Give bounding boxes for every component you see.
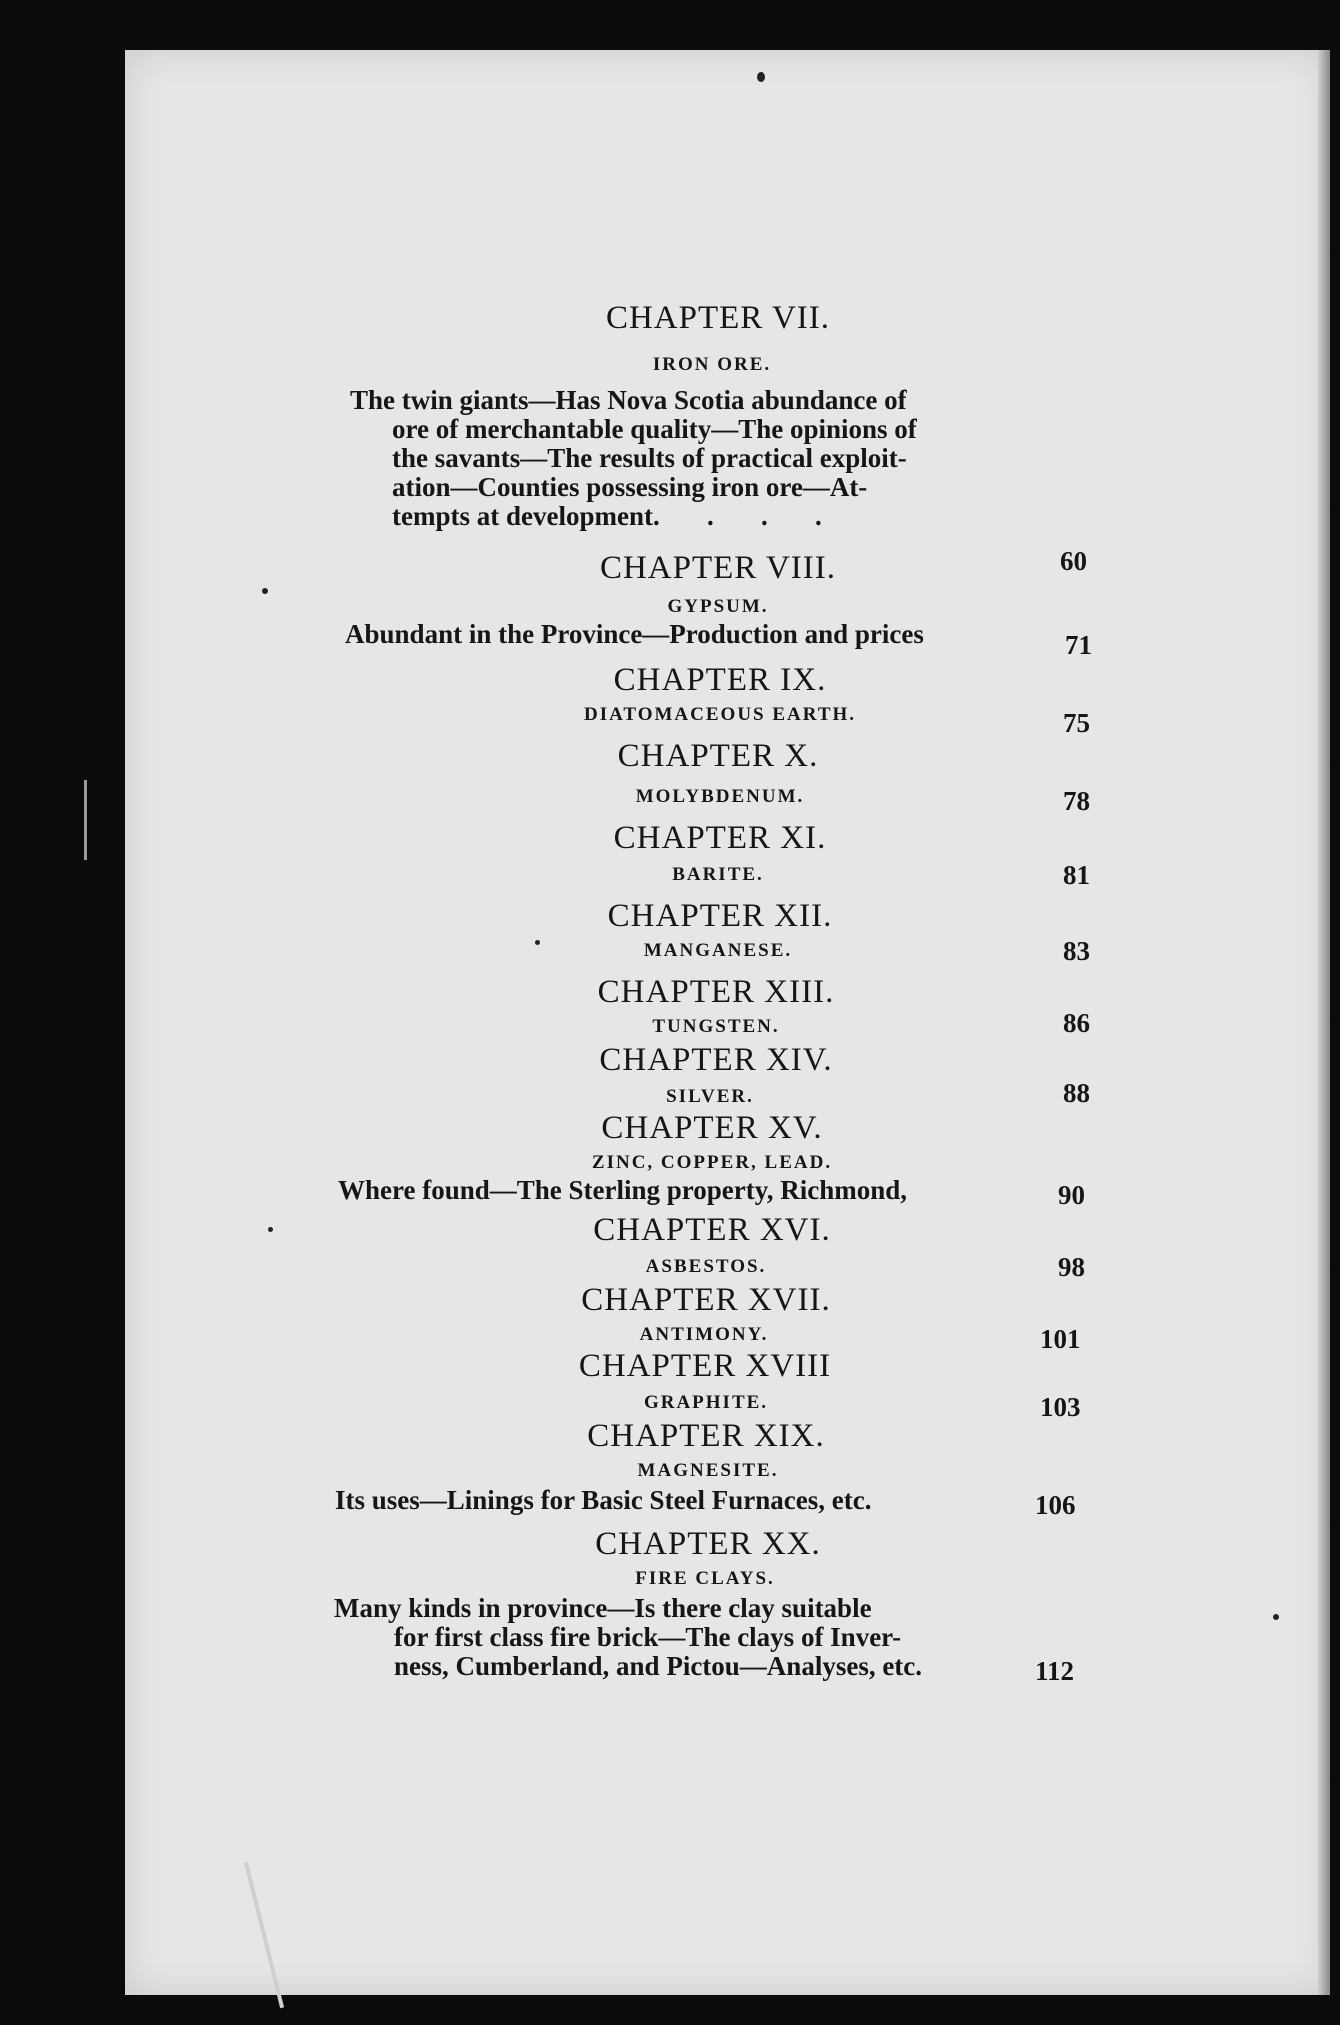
description-line: for first class fire brick—The clays of Inver-	[394, 1622, 902, 1652]
page-number: 81	[1063, 860, 1090, 890]
description-line: the savants—The results of practical exploit-	[392, 443, 907, 473]
chapter-heading: CHAPTER XX.	[595, 1526, 821, 1562]
description-line: ore of merchantable quality—The opinions of	[392, 414, 917, 444]
chapter-heading: CHAPTER XIX.	[587, 1418, 825, 1454]
chapter-heading: CHAPTER X.	[617, 738, 819, 774]
page-number: 78	[1063, 786, 1090, 816]
description-line: ness, Cumberland, and Pictou—Analyses, etc.	[394, 1651, 923, 1681]
chapter-description	[335, 1486, 871, 1515]
page-number: 71	[1065, 630, 1092, 660]
chapter-heading: CHAPTER XIV.	[599, 1042, 833, 1078]
description-line: Many kinds in province—Is there clay suitable	[334, 1593, 872, 1623]
page-number: 83	[1063, 936, 1090, 966]
chapter-subject: ANTIMONY.	[639, 1324, 769, 1345]
page-number: 101	[1040, 1324, 1081, 1354]
chapter-heading: CHAPTER XIII.	[597, 974, 835, 1010]
description-line: Abundant in the Province—Production and prices	[345, 619, 924, 649]
description-line: The twin giants—Has Nova Scotia abundance of	[350, 385, 907, 415]
chapter-description	[334, 1594, 922, 1681]
chapter-subject: GRAPHITE.	[643, 1392, 769, 1413]
chapter-description	[338, 1176, 907, 1205]
chapter-subject: IRON ORE.	[652, 354, 772, 375]
chapter-subject: TUNGSTEN.	[652, 1016, 780, 1037]
chapter-heading: CHAPTER XV.	[601, 1110, 823, 1146]
chapter-subject: MANGANESE.	[643, 940, 793, 961]
chapter-subject: MAGNESITE.	[637, 1460, 779, 1481]
page-number: 75	[1063, 708, 1090, 738]
description-line: Where found—The Sterling property, Richmond,	[338, 1175, 908, 1205]
chapter-heading: CHAPTER VII.	[605, 300, 831, 336]
page-number: 86	[1063, 1008, 1090, 1038]
chapter-subject: ASBESTOS.	[645, 1256, 767, 1277]
chapter-description	[345, 620, 924, 649]
page-number: 112	[1035, 1656, 1075, 1686]
chapter-heading: CHAPTER IX.	[613, 662, 827, 698]
chapter-heading: CHAPTER VIII.	[599, 550, 837, 586]
chapter-heading: CHAPTER XVIII	[578, 1348, 832, 1384]
chapter-subject: BARITE.	[672, 864, 764, 885]
description-line: Its uses—Linings for Basic Steel Furnaces, etc.	[335, 1485, 872, 1515]
chapter-description	[350, 386, 917, 531]
page-number: 60	[1060, 546, 1087, 576]
chapter-subject: SILVER.	[666, 1086, 754, 1107]
chapter-subject: MOLYBDENUM.	[635, 786, 805, 807]
chapter-subject: ZINC, COPPER, LEAD.	[591, 1152, 833, 1173]
chapter-subject: DIATOMACEOUS EARTH.	[583, 704, 857, 725]
description-line: ation—Counties possessing iron ore—At-	[392, 472, 868, 502]
chapter-heading: CHAPTER XI.	[613, 820, 827, 856]
chapter-subject: FIRE CLAYS.	[635, 1568, 775, 1589]
chapter-heading: CHAPTER XII.	[607, 898, 833, 934]
page-number: 106	[1035, 1490, 1076, 1520]
chapter-subject: GYPSUM.	[667, 596, 769, 617]
page-number: 90	[1058, 1180, 1085, 1210]
page-number: 98	[1058, 1252, 1085, 1282]
chapter-heading: CHAPTER XVII.	[581, 1282, 831, 1318]
description-line: tempts at development. . . .	[392, 501, 822, 531]
chapter-heading: CHAPTER XVI.	[593, 1212, 831, 1248]
page-number: 103	[1040, 1392, 1081, 1422]
page-number: 88	[1063, 1078, 1090, 1108]
